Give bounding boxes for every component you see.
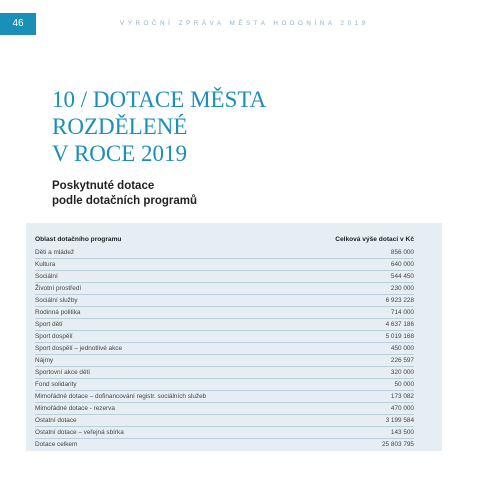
- row-amount: 470 000: [390, 405, 414, 412]
- row-amount: 3 199 584: [385, 417, 414, 424]
- row-area: Sport dospělí – jednotlivé akce: [35, 345, 123, 352]
- table-row: [35, 271, 414, 283]
- chapter-title-line-1: 10 / DOTACE MĚSTA: [52, 87, 267, 112]
- row-amount: 230 000: [390, 285, 414, 292]
- row-amount: 226 597: [390, 357, 414, 364]
- row-area: Mimořádné dotace – dofinancování registr. sociálních služeb: [35, 393, 207, 400]
- row-amount: 320 000: [390, 369, 414, 376]
- row-area: Kultura: [35, 261, 56, 268]
- page-number: 46: [0, 13, 36, 35]
- row-amount: 143 500: [390, 429, 414, 436]
- table-row: [35, 331, 414, 343]
- table-row: [35, 379, 414, 391]
- table-row: [35, 403, 414, 415]
- row-amount: 714 000: [390, 309, 414, 316]
- row-amount: 4 637 186: [385, 321, 414, 328]
- row-area: Nájmy: [35, 357, 54, 364]
- chapter-title-line-3: V ROCE 2019: [52, 141, 188, 166]
- row-area: Sport dospělí: [35, 333, 73, 340]
- row-area: Mimořádné dotace - rezerva: [35, 405, 115, 412]
- table-row: [35, 439, 414, 450]
- table-row: [35, 415, 414, 427]
- column-header-area: Oblast dotačního programu: [35, 236, 122, 243]
- table-row: [35, 295, 414, 307]
- section-heading-line-1: Poskytnuté dotace: [52, 180, 155, 192]
- row-amount: 50 000: [394, 381, 414, 388]
- row-area: Rodinná politika: [35, 309, 81, 316]
- subsidy-table: [26, 223, 442, 451]
- table-row: [35, 307, 414, 319]
- row-area: Dotace celkem: [35, 441, 78, 448]
- table-row: [35, 427, 414, 439]
- section-heading-line-2: podle dotačních programů: [52, 195, 198, 207]
- chapter-title-line-2: ROZDĚLENÉ: [52, 114, 188, 139]
- row-area: Životní prostředí: [35, 285, 82, 292]
- row-area: Ostatní dotace: [35, 417, 77, 424]
- column-header-amount: Celková výše dotací v Kč: [335, 236, 414, 243]
- table-row: [35, 367, 414, 379]
- row-amount: 544 450: [390, 273, 414, 280]
- table-row: [35, 319, 414, 331]
- row-area: Děti a mládež: [35, 249, 75, 256]
- row-amount: 450 000: [390, 345, 414, 352]
- table-row: [35, 247, 414, 259]
- row-amount: 5 019 168: [385, 333, 414, 340]
- row-area: Fond solidarity: [35, 381, 77, 388]
- section-heading: [52, 179, 197, 209]
- table-row: [35, 259, 414, 271]
- running-title: VÝROČNÍ ZPRÁVA MĚSTA HODONÍNA 2019: [120, 20, 369, 27]
- row-area: Sociální: [35, 273, 58, 280]
- row-amount: 173 082: [390, 393, 414, 400]
- row-area: Sportovní akce dětí: [35, 369, 91, 376]
- row-amount: 640 000: [390, 261, 414, 268]
- table-row: [35, 343, 414, 355]
- table-row: [35, 283, 414, 295]
- row-area: Ostatní dotace – veřejná sbírka: [35, 429, 124, 436]
- row-area: Sport dětí: [35, 321, 63, 328]
- row-amount: 6 923 228: [385, 297, 414, 304]
- row-amount: 25 803 795: [382, 441, 414, 448]
- table-body: [35, 247, 414, 450]
- table-row: [35, 355, 414, 367]
- chapter-title: [52, 86, 266, 167]
- row-amount: 856 000: [390, 249, 414, 256]
- row-area: Sociální služby: [35, 297, 78, 304]
- table-row: [35, 391, 414, 403]
